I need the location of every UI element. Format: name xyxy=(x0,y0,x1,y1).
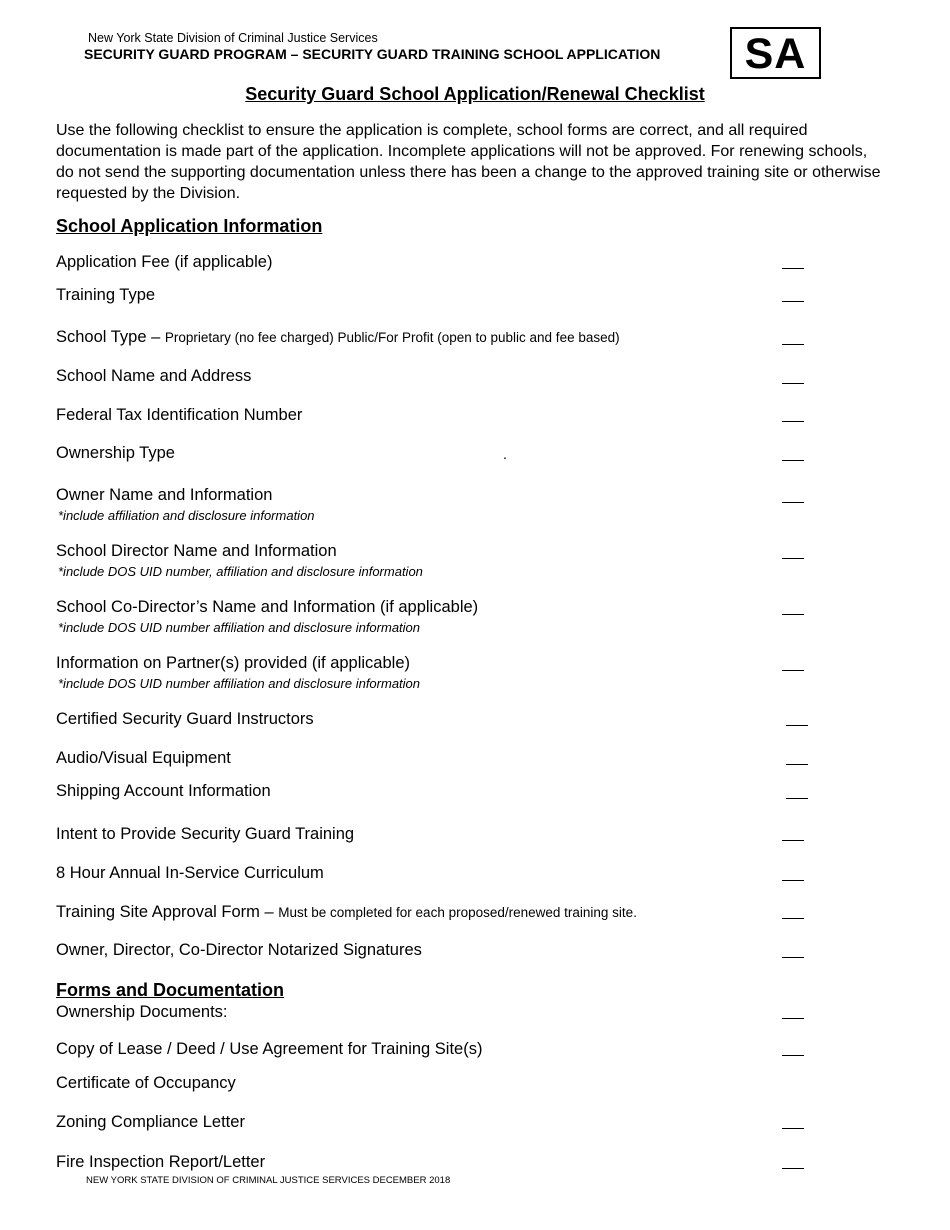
agency-name: New York State Division of Criminal Justice Services xyxy=(88,31,378,45)
checkbox-blank[interactable] xyxy=(782,1018,804,1019)
item-fire-inspection: Fire Inspection Report/Letter xyxy=(56,1153,266,1171)
checkbox-blank[interactable] xyxy=(782,1128,804,1129)
program-title: SECURITY GUARD PROGRAM – SECURITY GUARD TRAINING SCHOOL APPLICATION xyxy=(84,46,661,62)
item-owner: Owner Name and Information xyxy=(56,486,273,504)
stray-mark: . xyxy=(503,446,507,462)
item-ownership-type: Ownership Type xyxy=(56,444,175,462)
item-in-service: 8 Hour Annual In-Service Curriculum xyxy=(56,864,324,882)
checkbox-blank[interactable] xyxy=(782,383,804,384)
item-signatures: Owner, Director, Co-Director Notarized Signatures xyxy=(56,941,422,959)
item-owner-note: *include affiliation and disclosure information xyxy=(58,508,315,523)
item-co-director-note: *include DOS UID number affiliation and disclosure information xyxy=(58,620,421,635)
checkbox-blank[interactable] xyxy=(782,460,804,461)
checkbox-blank[interactable] xyxy=(782,558,804,559)
item-occupancy: Certificate of Occupancy xyxy=(56,1074,236,1092)
item-zoning: Zoning Compliance Letter xyxy=(56,1113,245,1131)
footer-text: NEW YORK STATE DIVISION OF CRIMINAL JUSTICE SERVICES DECEMBER 2018 xyxy=(86,1175,451,1186)
intro-paragraph: Use the following checklist to ensure the application is complete, school forms are correct, and all required documentation is made part of the application. Incomplete applications will not be approved. For renewing schools, do not send the supporting documentation unless there has been a change to the approved training site or otherwise requested by the Division. xyxy=(56,122,881,202)
checkbox-blank[interactable] xyxy=(782,840,804,841)
checkbox-blank[interactable] xyxy=(782,344,804,345)
item-partners-note: *include DOS UID number affiliation and disclosure information xyxy=(58,676,421,691)
item-site-approval-detail: Must be completed for each proposed/renewed training site. xyxy=(278,905,637,920)
checkbox-blank[interactable] xyxy=(782,268,804,269)
section-heading-school: School Application Information xyxy=(56,216,323,236)
checkbox-blank[interactable] xyxy=(782,1055,804,1056)
checkbox-blank[interactable] xyxy=(782,1168,804,1169)
checkbox-blank[interactable] xyxy=(786,764,808,765)
item-training-type: Training Type xyxy=(56,286,156,304)
checkbox-blank[interactable] xyxy=(786,798,808,799)
item-lease: Copy of Lease / Deed / Use Agreement for Training Site(s) xyxy=(56,1040,483,1058)
checkbox-blank[interactable] xyxy=(782,880,804,881)
document-title: Security Guard School Application/Renewal Checklist xyxy=(245,84,705,104)
item-school-type-detail: Proprietary (no fee charged) Public/For Profit (open to public and fee based) xyxy=(164,330,620,345)
item-av-equipment: Audio/Visual Equipment xyxy=(56,749,231,767)
checkbox-blank[interactable] xyxy=(782,614,804,615)
form-code-badge: SA xyxy=(730,27,821,79)
item-tax-id: Federal Tax Identification Number xyxy=(56,406,303,424)
section-heading-forms: Forms and Documentation xyxy=(56,980,285,1000)
checkbox-blank[interactable] xyxy=(782,957,804,958)
item-school-name-address: School Name and Address xyxy=(56,367,252,385)
checkbox-blank[interactable] xyxy=(782,421,804,422)
checkbox-blank[interactable] xyxy=(782,301,804,302)
item-school-type-label: School Type – xyxy=(56,328,165,346)
item-partners: Information on Partner(s) provided (if applicable) xyxy=(56,654,411,672)
item-instructors: Certified Security Guard Instructors xyxy=(56,710,314,728)
item-shipping: Shipping Account Information xyxy=(56,782,271,800)
checkbox-blank[interactable] xyxy=(782,918,804,919)
item-ownership-documents: Ownership Documents: xyxy=(56,1003,228,1021)
item-site-approval-label: Training Site Approval Form – xyxy=(56,903,279,921)
checkbox-blank[interactable] xyxy=(782,670,804,671)
item-director: School Director Name and Information xyxy=(56,542,337,560)
item-site-approval xyxy=(56,903,637,922)
item-director-note: *include DOS UID number, affiliation and disclosure information xyxy=(58,564,423,579)
checkbox-blank[interactable] xyxy=(786,725,808,726)
item-application-fee: Application Fee (if applicable) xyxy=(56,253,273,271)
item-co-director: School Co-Director’s Name and Information (if applicable) xyxy=(56,598,479,616)
checkbox-blank[interactable] xyxy=(782,502,804,503)
item-intent: Intent to Provide Security Guard Training xyxy=(56,825,355,843)
item-school-type xyxy=(56,328,620,347)
